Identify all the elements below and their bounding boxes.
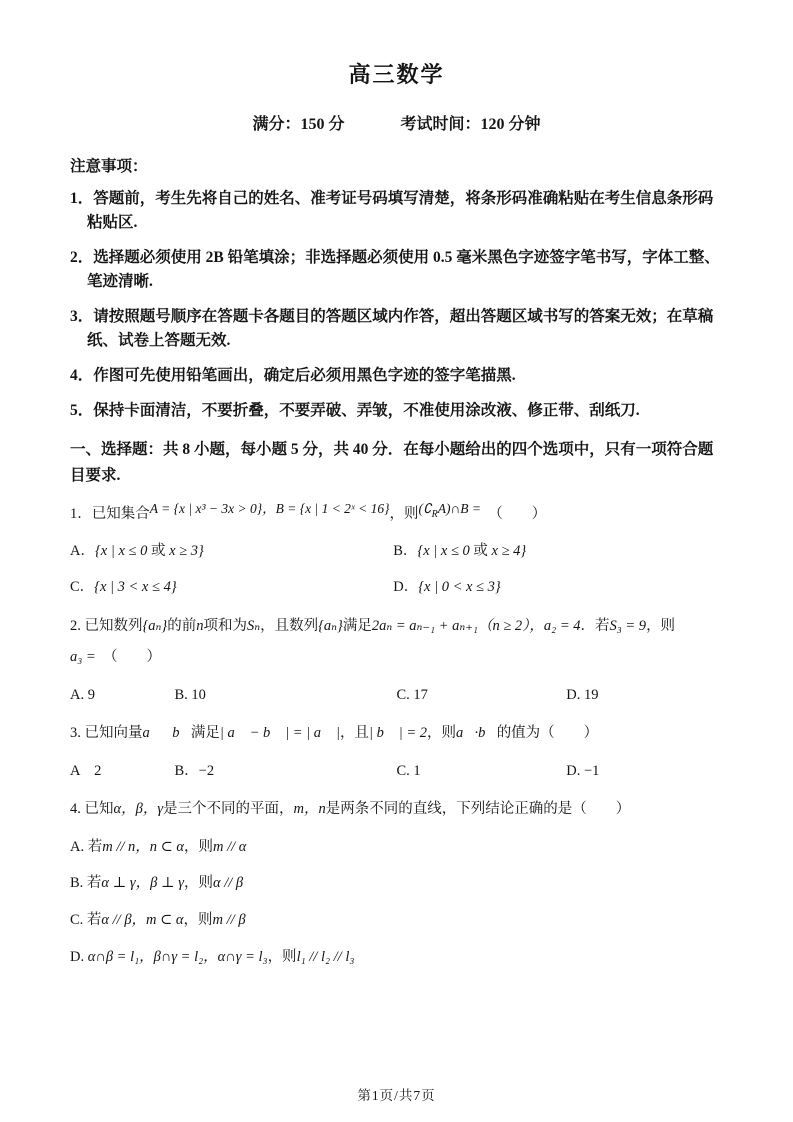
text-run: 2. 已知数列 <box>70 617 143 634</box>
question-2-option-c <box>396 683 566 708</box>
text-run: 4. 已知 <box>70 801 114 818</box>
text-run: ，且数列 <box>260 617 319 634</box>
text-run: D. −1 <box>566 762 600 779</box>
math-expression: α // β，m ⊂ α <box>101 911 184 928</box>
question-3-stem <box>70 721 723 746</box>
text-run: 是三个不同的平面， <box>163 801 294 818</box>
text-run: （ ） <box>95 649 161 666</box>
math-expression: α ⊥ γ，β ⊥ γ <box>101 875 184 892</box>
question-4-stem <box>70 797 723 822</box>
math-expression: x ≥ 4} <box>491 542 527 559</box>
math-expression: {x | 3 < x ≤ 4} <box>94 579 177 596</box>
question-1-option-a <box>70 539 393 564</box>
math-expression: α∩β = l₁，β∩γ = l₂，α∩γ = l₃ <box>87 948 268 965</box>
text-run: B. 10 <box>174 686 206 703</box>
notice-item-3: 3．请按照题号顺序在答题卡各题目的答题区域内作答，超出答题区域书写的答案无效；在草稿纸、试卷上答题无效. <box>70 308 714 350</box>
question-3-option-d <box>566 759 723 784</box>
question-3-option-c <box>396 759 566 784</box>
text-run: 3. 已知向量 <box>70 725 143 742</box>
notice-item-2: 2．选择题必须使用 2B 铅笔填涂；非选择题必须使用 0.5 毫米黑色字迹签字笔书写，字体工整、笔迹清晰. <box>70 249 720 291</box>
text-run: 的前 <box>167 617 197 634</box>
math-expression: 2aₙ = aₙ₋₁ + aₙ₊₁（n ≥ 2），a₂ = 4 <box>371 617 581 634</box>
question-2-stem <box>70 614 723 639</box>
question-2-stem-line2 <box>70 645 723 670</box>
math-expression: {x | x ≤ 0 <box>417 542 470 559</box>
question-4-option-c <box>70 908 723 933</box>
question-1-option-b <box>393 539 723 564</box>
text-run: A. 若 <box>70 838 103 855</box>
text-run: C. 1 <box>396 762 421 779</box>
question-4-option-a <box>70 835 723 860</box>
score-info: 满分：150 分 <box>252 116 345 133</box>
text-run: ，则 <box>267 948 297 965</box>
page-title: 高三数学 <box>348 62 445 87</box>
text-run: B．−2 <box>174 762 215 779</box>
math-expression: a₃ = <box>70 649 96 666</box>
math-expression: {aₙ} <box>318 617 343 634</box>
math-expression: | b⃗ | = 2 <box>368 725 427 742</box>
math-expression: {aₙ} <box>142 617 168 634</box>
notice-item-5: 5．保持卡面清洁，不要折叠，不要弄破、弄皱，不准使用涂改液、修正带、刮纸刀. <box>70 402 640 420</box>
math-expression: S₃ = 9 <box>609 617 647 634</box>
text-run: B． <box>393 542 418 559</box>
text-run: ，则 <box>183 911 213 928</box>
question-1-option-d <box>393 575 723 600</box>
text-run: C． <box>70 579 95 596</box>
math-expression: x ≥ 3} <box>169 542 204 559</box>
text-run: ，则 <box>183 875 213 892</box>
question-2-option-a <box>70 683 174 708</box>
text-run: ．若 <box>580 617 610 634</box>
math-expression: m，n <box>293 801 326 818</box>
math-expression: a⃗，b⃗ <box>142 725 191 742</box>
notice-item-1: 1．答题前，考生先将自己的姓名、准考证号码填写清楚，将条形码准确粘贴在考生信息条形码粘贴区. <box>70 190 714 232</box>
text-run: A 2 <box>70 762 102 779</box>
text-run: A. 9 <box>70 686 95 703</box>
question-1-options <box>70 539 723 600</box>
text-run: ，则 <box>646 617 676 634</box>
question-2-options <box>70 683 723 708</box>
math-expression: {x | 0 < x ≤ 3} <box>418 579 501 596</box>
text-run: C. 若 <box>70 911 102 928</box>
text-run: 是两条不同的直线，下列结论正确的是（ ） <box>325 801 631 818</box>
math-expression: {x | x ≤ 0 <box>94 542 148 559</box>
section-title: 一、选择题：共 8 小题，每小题 5 分，共 40 分．在每小题给出的四个选项中，只有一项符合题目要求. <box>70 441 714 484</box>
question-3-options <box>70 759 723 784</box>
text-run: ，则 <box>389 506 419 523</box>
math-expression: α // β <box>212 875 244 892</box>
text-run: ，则 <box>184 838 214 855</box>
math-expression: | a⃗ − b⃗ | = | a⃗ | <box>219 725 340 742</box>
notice-item-4: 4．作图可先使用铅笔画出，确定后必须用黑色字迹的签字笔描黑. <box>70 367 516 385</box>
math-expression: n <box>196 617 204 634</box>
math-expression: α，β，γ <box>113 801 164 818</box>
question-1-option-c <box>70 575 393 600</box>
question-1-stem <box>70 502 723 528</box>
text-run: D. 19 <box>566 686 599 703</box>
text-run: D. <box>70 948 88 965</box>
math-expression: A)∩B = <box>437 501 481 517</box>
text-run: B. 若 <box>70 875 102 892</box>
text-run: 满足 <box>190 725 220 742</box>
math-expression: m // n，n ⊂ α <box>102 838 185 855</box>
text-run: C. 17 <box>396 686 428 703</box>
math-expression: R <box>431 509 438 521</box>
question-3-option-a <box>70 759 174 784</box>
text-run: 的值为（ ） <box>496 725 599 742</box>
text-run: （ ） <box>480 506 547 523</box>
text-run: ，则 <box>427 725 456 742</box>
math-expression: m // β <box>212 911 246 928</box>
question-2-option-d <box>566 683 723 708</box>
text-run: 1．已知集合 <box>70 506 150 523</box>
text-run: A． <box>70 542 95 559</box>
math-expression: l₁ // l₂ // l₃ <box>296 948 355 965</box>
math-expression: (∁ <box>418 501 432 517</box>
text-run: 满足 <box>342 617 372 634</box>
exam-meta <box>70 111 723 134</box>
page-number: 第1页/共7页 <box>357 1088 436 1103</box>
math-expression: Sₙ <box>246 617 261 634</box>
math-expression: m // α <box>213 838 247 855</box>
text-run: 项和为 <box>203 617 247 634</box>
text-run: ，且 <box>339 725 369 742</box>
math-expression: a⃗·b⃗ <box>456 725 497 742</box>
question-3-option-b <box>174 759 396 784</box>
text-run: 或 <box>147 542 170 559</box>
math-expression: A = {x | x³ − 3x > 0}，B = {x | 1 < 2ˣ < 16} <box>149 501 390 517</box>
notice-label: 注意事项： <box>70 158 148 175</box>
question-4-option-b <box>70 871 723 896</box>
question-4-option-d <box>70 945 723 970</box>
text-run: D． <box>393 579 419 596</box>
time-info: 考试时间：120 分钟 <box>400 116 541 133</box>
question-2-option-b <box>174 683 396 708</box>
text-run: 或 <box>469 542 492 559</box>
